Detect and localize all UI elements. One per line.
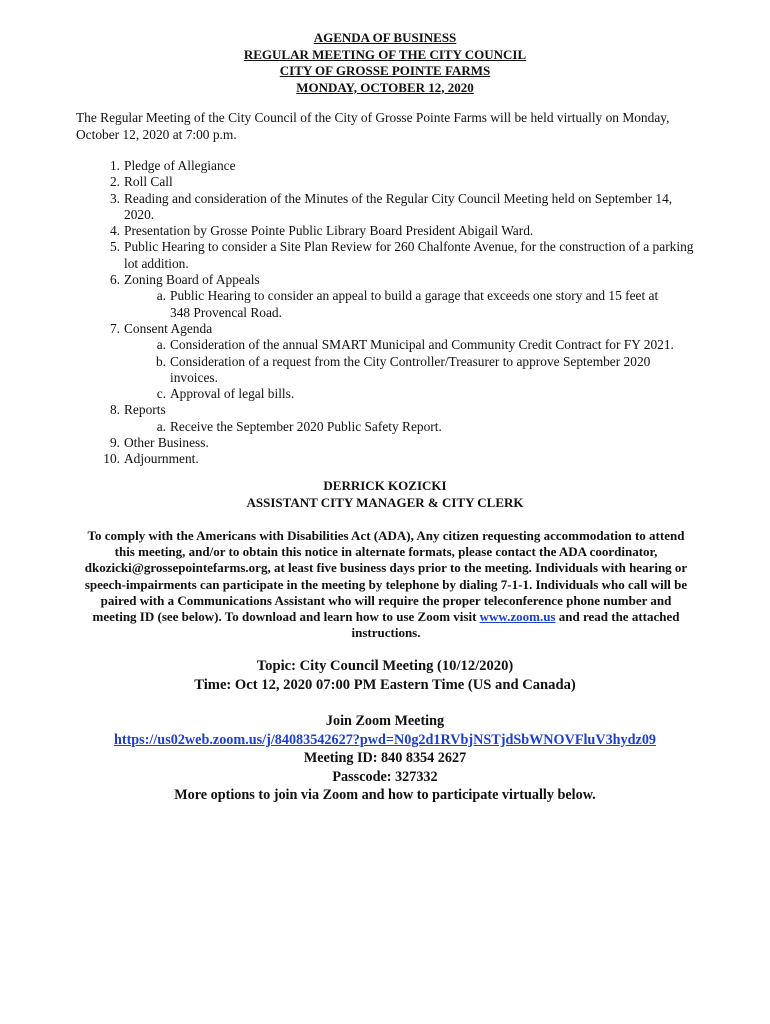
agenda-header <box>0 30 770 96</box>
join-zoom-label: Join Zoom Meeting <box>325 713 445 729</box>
agenda-item-number: 4. <box>109 223 120 239</box>
meeting-details <box>0 657 770 695</box>
agenda-item <box>76 223 696 239</box>
agenda-subitem-text: Receive the September 2020 Public Safety Report. <box>170 418 442 434</box>
agenda-item <box>76 451 696 467</box>
agenda-subitem-letter: a. <box>156 418 166 434</box>
agenda-item <box>76 321 696 337</box>
agenda-subitem-text: Public Hearing to consider an appeal to build a garage that exceeds one story and 15 feet at 348 Provencal Road. <box>170 288 659 320</box>
agenda-item <box>76 158 696 174</box>
signature-block <box>0 478 770 511</box>
agenda-item-text: Other Business. <box>124 435 209 451</box>
agenda-subitem-letter: a. <box>156 288 166 304</box>
agenda-item <box>76 191 696 224</box>
agenda-subitem-letter: a. <box>156 337 166 353</box>
more-options-text: More options to join via Zoom and how to participate virtually below. <box>174 787 596 804</box>
agenda-item-number: 3. <box>109 190 120 206</box>
agenda-item-number: 6. <box>109 272 120 288</box>
agenda-item-text: Reports <box>124 402 166 418</box>
agenda-subitem-letter: b. <box>155 353 166 369</box>
agenda-item-text: Pledge of Allegiance <box>124 158 236 173</box>
agenda-item-text: Roll Call <box>124 174 173 190</box>
meeting-time: Time: Oct 12, 2020 07:00 PM Eastern Time (US and Canada) <box>194 677 576 693</box>
agenda-item <box>76 239 696 272</box>
header-line-4: MONDAY, OCTOBER 12, 2020 <box>296 79 474 95</box>
meeting-id: Meeting ID: 840 8354 2627 <box>303 750 467 767</box>
meeting-passcode: Passcode: 327332 <box>332 768 438 785</box>
intro-paragraph: The Regular Meeting of the City Council of the City of Grosse Pointe Farms will be held virtually on Monday, October 12, 2020 at 7:00 p.m. <box>76 110 670 142</box>
agenda-list <box>76 158 696 468</box>
agenda-subitem-text: Consideration of a request from the City Controller/Treasurer to approve September 2020 invoices. <box>170 353 651 385</box>
zoom-join-link[interactable]: https://us02web.zoom.us/j/84083542627?pwd=N0g2d1RVbjNSTjdSbWNOVFluV3hydz09 <box>113 731 657 748</box>
ada-notice-text: To comply with the Americans with Disabilities Act (ADA), Any citizen requesting accommodation to attend this meeting, and/or to obtain this notice in alternate formats, please contact the ADA coordinator, dkozicki@grossepointefarms.org, at least five business days prior to the meeting. Individuals with hearing or speech-impairments can participate in the meeting by telephone by dialing 7-1-1. Individuals who call will be paired with a Communications Assistant who will require the proper teleconference phone number and meeting ID (see below). To download and learn how to use Zoom visit <box>84 528 688 625</box>
agenda-item <box>76 272 696 288</box>
zoom-join-info <box>0 712 770 805</box>
agenda-item <box>76 174 696 190</box>
agenda-item-number: 5. <box>109 239 120 255</box>
agenda-item-text: Presentation by Grosse Pointe Public Library Board President Abigail Ward. <box>124 223 534 239</box>
signatory-title: ASSISTANT CITY MANAGER & CITY CLERK <box>246 494 524 510</box>
header-line-1: AGENDA OF BUSINESS <box>313 30 457 45</box>
agenda-subitem-letter: c. <box>156 386 166 402</box>
agenda-item-text: Consent Agenda <box>124 320 213 336</box>
ada-notice <box>80 528 692 641</box>
agenda-item-text: Reading and consideration of the Minutes of the Regular City Council Meeting held on September 14, 2020. <box>124 190 673 222</box>
agenda-item-text: Adjournment. <box>124 451 199 467</box>
agenda-item-number: 8. <box>109 402 120 418</box>
agenda-subitem <box>120 419 696 435</box>
agenda-item-text: Public Hearing to consider a Site Plan Review for 260 Chalfonte Avenue, for the construction of a parking lot addition. <box>124 239 694 271</box>
header-line-3: CITY OF GROSSE POINTE FARMS <box>279 63 491 78</box>
agenda-subitem <box>120 354 696 387</box>
agenda-subitem-text: Approval of legal bills. <box>170 386 295 402</box>
agenda-item-number: 9. <box>109 435 120 451</box>
signatory-name: DERRICK KOZICKI <box>323 478 447 493</box>
agenda-item-text: Zoning Board of Appeals <box>124 272 260 288</box>
agenda-subitem <box>120 337 696 353</box>
agenda-item <box>76 402 696 418</box>
agenda-item-number: 10. <box>103 451 120 467</box>
agenda-subitem <box>120 386 696 402</box>
agenda-item <box>76 435 696 451</box>
header-line-2: REGULAR MEETING OF THE CITY COUNCIL <box>243 46 527 62</box>
agenda-item-number: 2. <box>109 174 120 190</box>
ada-notice-text-end: and read the attached instructions. <box>351 609 680 641</box>
agenda-subitem-text: Consideration of the annual SMART Municipal and Community Credit Contract for FY 2021. <box>170 337 674 353</box>
agenda-subitem <box>120 288 696 321</box>
meeting-topic: Topic: City Council Meeting (10/12/2020) <box>256 658 514 674</box>
zoom-website-link[interactable]: www.zoom.us <box>479 609 556 625</box>
agenda-item-number: 1. <box>109 158 120 173</box>
agenda-item-number: 7. <box>109 320 120 336</box>
